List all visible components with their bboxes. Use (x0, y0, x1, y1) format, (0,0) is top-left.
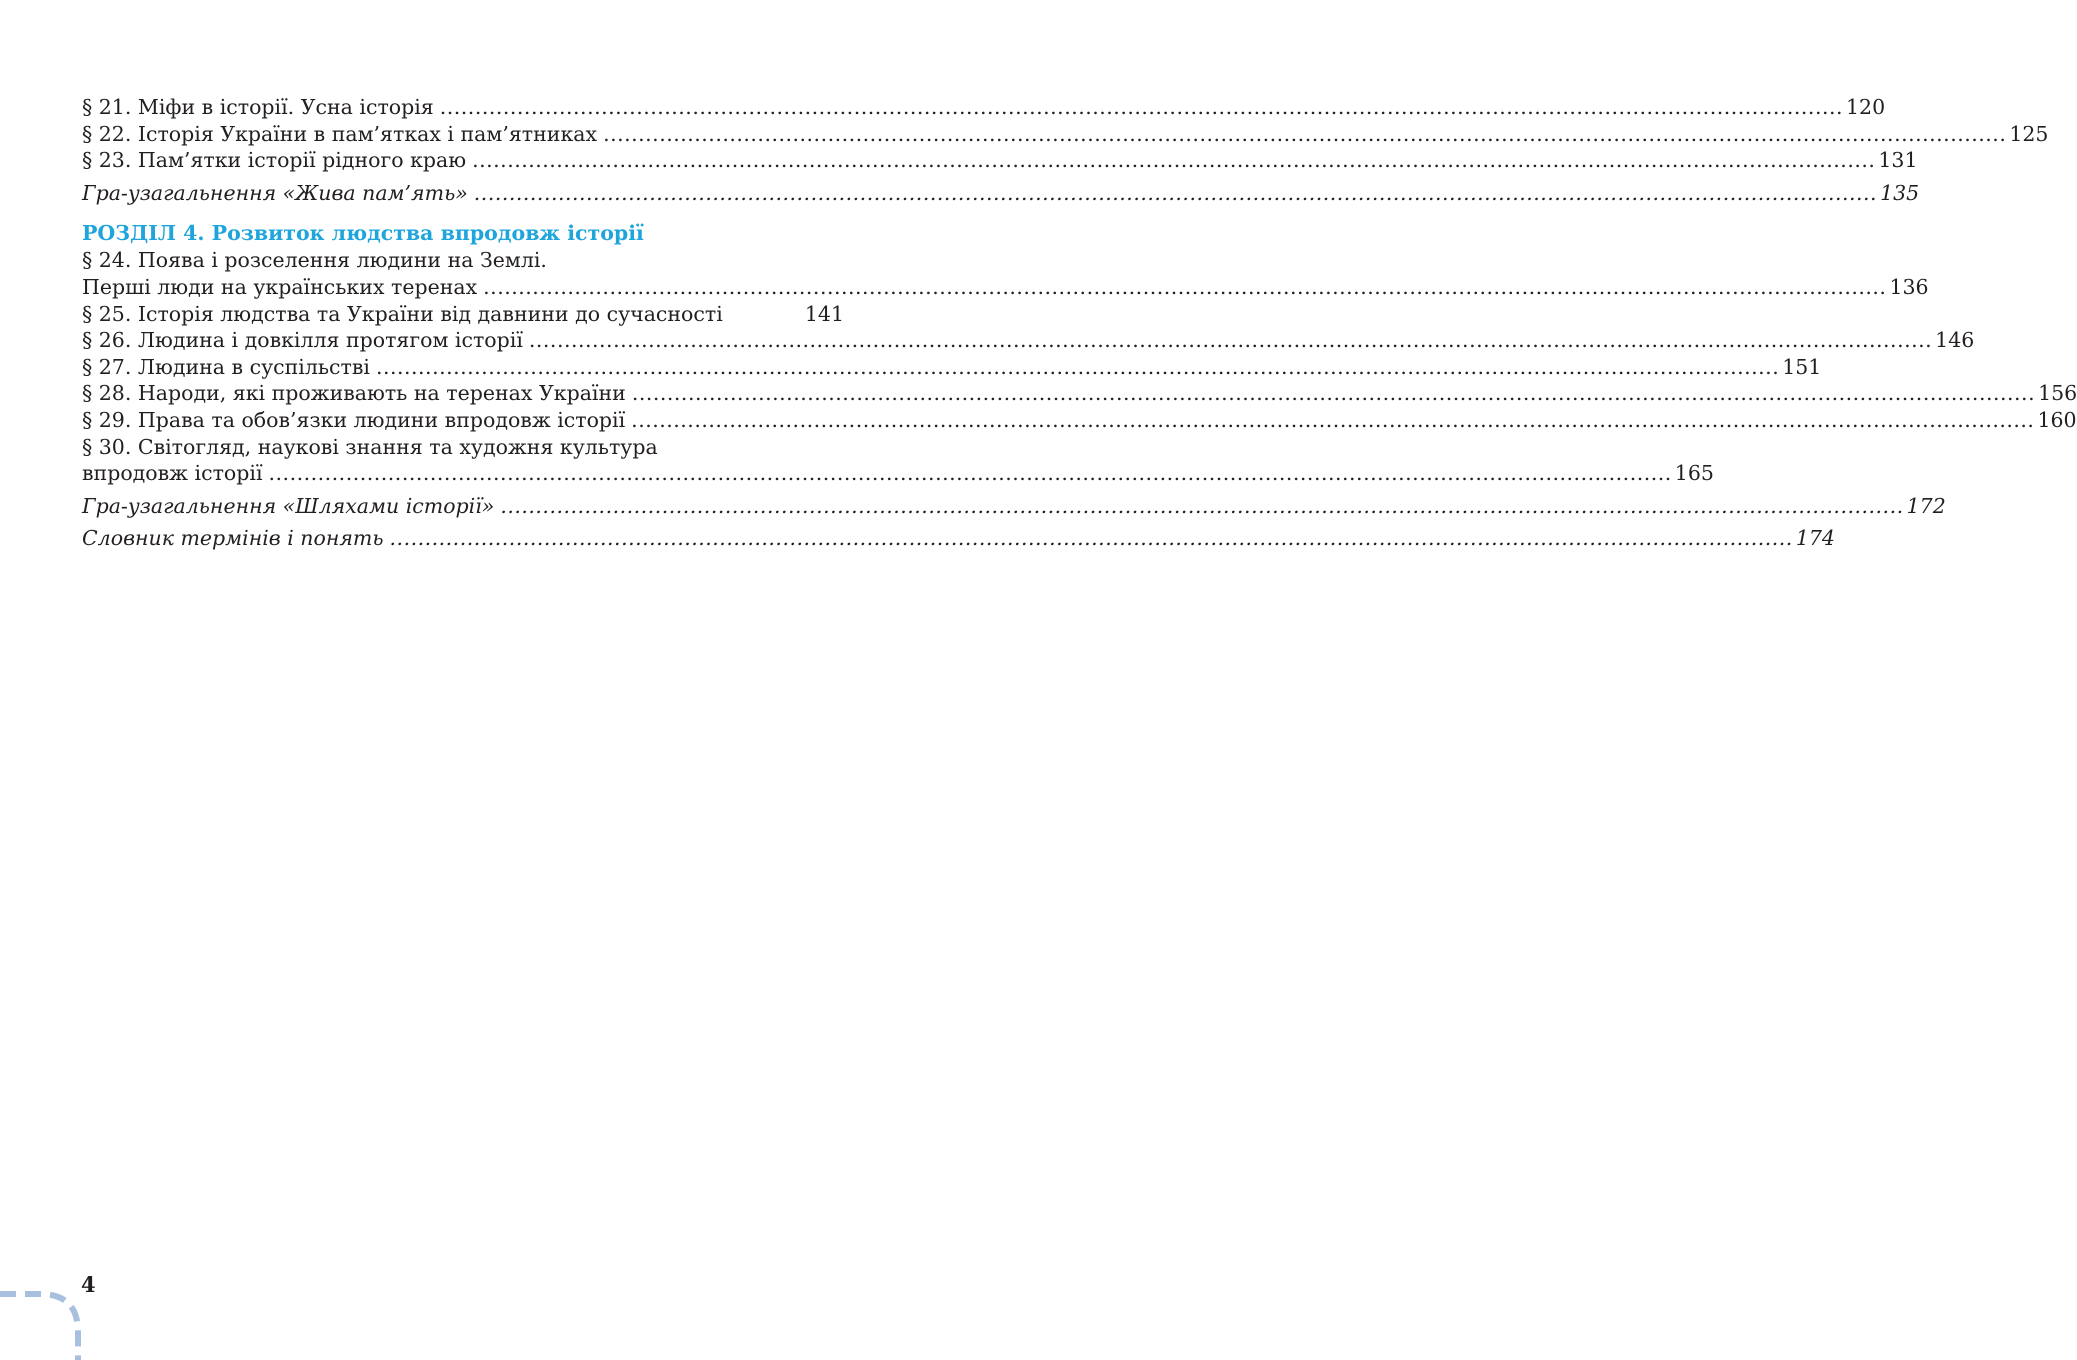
dot-leader: ........................................................................................................................................................................................................ (473, 180, 1878, 205)
toc-entry-title: § 23. Пам’ятки історії рідного краю (82, 148, 467, 173)
dot-leader: ........................................................................................................................................................................................................ (439, 95, 1844, 119)
toc-entry-page: 141 (804, 301, 844, 326)
dot-leader: ........................................................................................................................................................................................................ (528, 328, 1933, 353)
toc-entry-title: Гра-узагальнення «Жива пам’ять» (82, 180, 468, 205)
dot-leader: ........................................................................................................................................................................................................ (472, 148, 1876, 173)
page-number: 4 (81, 1272, 96, 1297)
dot-leader: ........................................................................................................................................................................................................ (375, 354, 1780, 379)
toc-entry-30[interactable] (82, 460, 1714, 487)
dot-leader: ........................................................................................................................................................................................................ (603, 121, 2007, 146)
toc-entry-title: § 25. Історія людства та України від давнини до сучасності (82, 301, 723, 326)
toc-entry-24-line-1[interactable]: § 24. Поява і розселення людини на Землі. (82, 248, 547, 273)
toc-entry-page: 160 (2037, 407, 2077, 432)
table-of-contents (82, 94, 2077, 552)
toc-entry-page: 125 (2009, 121, 2049, 146)
toc-entry-title: § 27. Людина в суспільстві (82, 354, 370, 379)
dot-leader: ........................................................................................................................................................................................................ (268, 461, 1672, 486)
toc-entry-page: 172 (1906, 493, 1946, 518)
toc-entry-26[interactable] (82, 327, 1975, 354)
toc-entry-title: Словник термінів і понять (82, 526, 384, 551)
toc-entry-game-1[interactable] (82, 180, 1920, 207)
toc-entry-page: 136 (1889, 274, 1929, 299)
toc-entry-title: впродовж історії (82, 461, 263, 486)
toc-entry-21[interactable] (82, 94, 1886, 121)
toc-entry-28[interactable] (82, 380, 2077, 407)
toc-entry-title: § 26. Людина і довкілля протягом історії (82, 328, 523, 353)
toc-entry-page: 131 (1878, 148, 1918, 173)
toc-entry-page: 120 (1846, 95, 1886, 119)
toc-entry-title: § 21. Міфи в історії. Усна історія (82, 95, 434, 119)
dot-leader: ........................................................................................................................................................................................................ (631, 407, 2035, 432)
toc-entry-page: 146 (1935, 328, 1975, 353)
toc-entry-page: 174 (1795, 526, 1835, 551)
section-4-heading[interactable]: РОЗДІЛ 4. Розвиток людства впродовж історії (82, 221, 644, 246)
toc-entry-title: § 22. Історія України в пам’ятках і пам’ятниках (82, 121, 598, 146)
toc-entry-title: § 29. Права та обов’язки людини впродовж історії (82, 407, 626, 432)
dot-leader: ........................................................................................................................................................................................................ (631, 381, 2036, 406)
corner-dashed-arc-decoration (0, 1280, 100, 1360)
toc-entry-title: Гра-узагальнення «Шляхами історії» (82, 493, 495, 518)
toc-entry-29[interactable] (82, 407, 2077, 434)
toc-entry-page: 165 (1674, 461, 1714, 486)
toc-entry-27[interactable] (82, 354, 1822, 381)
toc-entry-24[interactable] (82, 274, 1929, 301)
toc-entry-game-2[interactable] (82, 493, 1946, 520)
toc-entry-title: § 28. Народи, які проживають на теренах України (82, 381, 626, 406)
corner-arc-path (0, 1294, 78, 1360)
toc-entry-page: 135 (1880, 180, 1920, 205)
toc-entry-25[interactable] (82, 301, 844, 328)
toc-entry-page: 156 (2038, 381, 2077, 406)
toc-entry-22[interactable] (82, 121, 2049, 148)
dot-leader: ........................................................................................................................................................................................................ (500, 493, 1904, 518)
toc-entry-23[interactable] (82, 147, 1918, 174)
toc-entry-glossary[interactable] (82, 525, 1835, 552)
dot-leader: ........................................................................................................................................................................................................ (389, 526, 1793, 551)
dot-leader: ........................................................................................................................................................................................................ (483, 274, 1887, 299)
toc-entry-title: Перші люди на українських теренах (82, 274, 478, 299)
toc-entry-page: 151 (1782, 354, 1822, 379)
toc-entry-30-line-1[interactable]: § 30. Світогляд, наукові знання та художня культура (82, 434, 658, 459)
